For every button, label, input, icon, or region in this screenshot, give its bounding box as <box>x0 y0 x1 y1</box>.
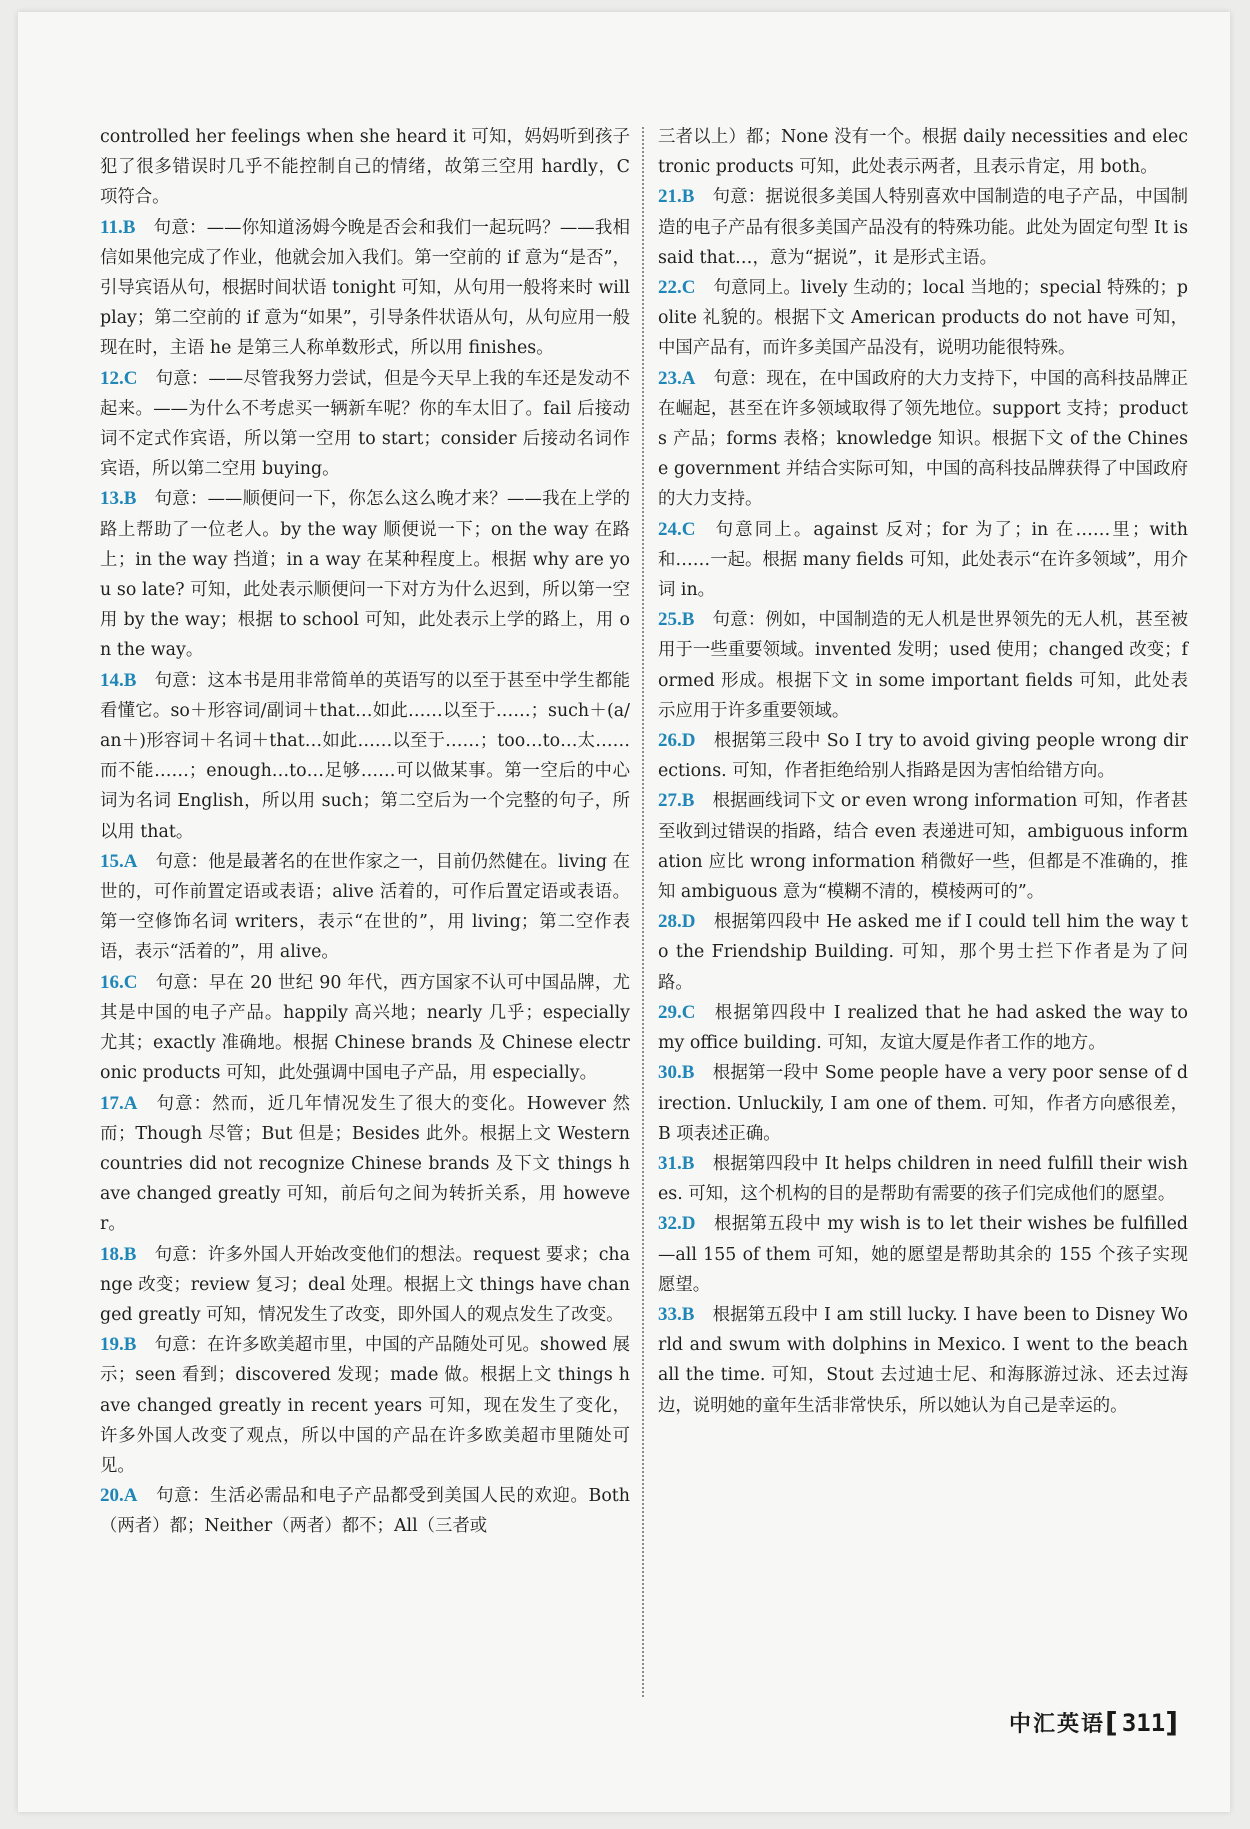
explanation-text: 句意：许多外国人开始改变他们的想法。request 要求；change 改变；review 复习；deal 处理。根据上文 things have changed greatly 可知，情况发生了改变，即外国人的观点发生了改变。 <box>100 1244 630 1325</box>
question-number: 18. <box>100 1243 124 1265</box>
explanation-text: 根据第三段中 So I try to avoid giving people wrong directions. 可知，作者拒绝给别人指路是因为害怕给错方向。 <box>658 731 1188 782</box>
question-number: 19. <box>100 1334 124 1356</box>
explanation-text: 根据第一段中 Some people have a very poor sense of direction. Unluckily, I am one of them. 可知，作者方向感很差，B 项表述正确。 <box>658 1063 1188 1144</box>
explanation-text: 句意：——你知道汤姆今晚是否会和我们一起玩吗？——我相信如果他完成了作业，他就会加入我们。第一空前的 if 意为“是否”，引导宾语从句，根据时间状语 tonight 可知，从句用一般将来时 will play；第二空前的 if 意为“如果”，引导条件状语从句，从句应用一般现在时，主语 he 是第三人称单数形式，所以用 finishes。 <box>100 217 630 359</box>
explanation-text: 根据第四段中 He asked me if I could tell him the way to the Friendship Building. 可知，那个男士拦下作者是为了问路。 <box>658 912 1188 993</box>
question-number: 33. <box>658 1303 682 1325</box>
question-number: 25. <box>658 609 682 631</box>
question-number: 32. <box>658 1213 682 1235</box>
answer-letter: B <box>681 186 695 208</box>
question-number: 24. <box>658 518 682 540</box>
answer-entry-11 <box>100 213 630 364</box>
question-number: 31. <box>658 1152 682 1174</box>
answer-letter: B <box>681 790 695 812</box>
answer-letter: B <box>681 1152 695 1174</box>
question-number: 16. <box>100 971 124 993</box>
left-intro: controlled her feelings when she heard it 可知，妈妈听到孩子犯了很多错误时几乎不能控制自己的情绪，故第三空用 hardly，C 项符合。 <box>100 127 630 208</box>
explanation-text: 句意同上。against 反对；for 为了；in 在……里；with 和……一起。根据 many fields 可知，此处表示“在许多领域”，用介词 in。 <box>658 519 1188 601</box>
answer-letter: C <box>681 518 696 540</box>
answer-letter: D <box>681 1213 696 1235</box>
page-footer <box>1009 1706 1178 1739</box>
answer-entry-13 <box>100 484 630 665</box>
answer-letter: A <box>681 367 696 389</box>
answer-letter: C <box>681 1001 696 1023</box>
explanation-text: 句意：他是最著名的在世作家之一，目前仍然健在。living 在世的，可作前置定语或表语；alive 活着的，可作后置定语或表语。第一空修饰名词 writers，表示“在世的”，用 living；第二空作表语，表示“活着的”，用 alive。 <box>100 851 630 963</box>
answer-entry-18 <box>100 1240 630 1331</box>
answer-entry-31 <box>658 1149 1188 1209</box>
answer-letter: B <box>123 1243 137 1265</box>
page-number-bracket-left: [ <box>1105 1706 1118 1739</box>
answer-entry-25 <box>658 605 1188 726</box>
question-number: 13. <box>100 488 124 510</box>
answer-entry-28 <box>658 907 1188 998</box>
right-intro: 三者以上）都；None 没有一个。根据 daily necessities and electronic products 可知，此处表示两者，且表示肯定，用 both。 <box>658 127 1188 178</box>
answer-entry-30 <box>658 1058 1188 1149</box>
explanation-text: 句意同上。lively 生动的；local 当地的；special 特殊的；polite 礼貌的。根据下文 American products do not have 可知，中国产品有，而许多美国产品没有，说明功能很特殊。 <box>658 278 1188 359</box>
answer-letter: D <box>681 911 696 933</box>
explanation-text: 句意：生活必需品和电子产品都受到美国人民的欢迎。Both（两者）都；Neither（两者）都不；All（三者或 <box>100 1486 630 1537</box>
explanation-text: 根据画线词下文 or even wrong information 可知，作者甚至收到过错误的指路，结合 even 表递进可知，ambiguous information 应比 wrong information 稍微好一些，但都是不准确的，推知 ambiguous 意为“模糊不清的，模棱两可的”。 <box>658 791 1188 903</box>
answer-entry-23 <box>658 364 1188 515</box>
page-number: 311 <box>1121 1708 1166 1737</box>
answer-entry-22 <box>658 273 1188 364</box>
explanation-text: 句意：然而，近几年情况发生了很大的变化。However 然而；Though 尽管；But 但是；Besides 此外。根据上文 Western countries did not recognize Chinese brands 及下文 things have changed greatly 可知，前后句之间为转折关系，用 however。 <box>100 1093 630 1235</box>
explanation-text: 根据第五段中 my wish is to let their wishes be fulfilled—all 155 of them 可知，她的愿望是帮助其余的 155 个孩子实现愿望。 <box>658 1214 1188 1295</box>
explanation-text: 句意：早在 20 世纪 90 年代，西方国家不认可中国品牌，尤其是中国的电子产品。happily 高兴地；nearly 几乎；especially 尤其；exactly 准确地。根据 Chinese brands 及 Chinese electronic products 可知，此处强调中国电子产品，用 especially。 <box>100 972 630 1084</box>
answer-letter: B <box>123 488 137 510</box>
page-number-bracket-right: ] <box>1165 1706 1178 1739</box>
answer-letter: B <box>681 1062 695 1084</box>
answer-letter: A <box>123 1485 138 1507</box>
answer-entry-16 <box>100 968 630 1089</box>
answer-entry-24 <box>658 515 1188 606</box>
question-number: 17. <box>100 1092 124 1114</box>
question-number: 11. <box>100 216 123 238</box>
answer-key-page <box>18 12 1230 1812</box>
answer-entry-15 <box>100 847 630 968</box>
question-number: 28. <box>658 911 682 933</box>
answer-letter: C <box>123 367 138 389</box>
answer-entry-27 <box>658 786 1188 907</box>
question-number: 15. <box>100 850 124 872</box>
explanation-text: 句意：——尽管我努力尝试，但是今天早上我的车还是发动不起来。——为什么不考虑买一辆新车呢？你的车太旧了。fail 后接动词不定式作宾语，所以第一空用 to start；consider 后接动名词作宾语，所以第二空用 buying。 <box>100 368 630 480</box>
answer-entry-33 <box>658 1300 1188 1421</box>
explanation-text: 句意：在许多欧美超市里，中国的产品随处可见。showed 展示；seen 看到；discovered 发现；made 做。根据上文 things have changed greatly in recent years 可知，现在发生了变化，许多外国人改变了观点，所以中国的产品在许多欧美超市里随处可见。 <box>100 1335 630 1476</box>
answer-entry-19 <box>100 1330 630 1481</box>
column-divider <box>642 127 644 1697</box>
answer-entry-26 <box>658 726 1188 786</box>
question-number: 30. <box>658 1062 682 1084</box>
question-number: 26. <box>658 730 682 752</box>
series-title: 中汇英语 <box>1009 1712 1106 1737</box>
question-number: 29. <box>658 1001 682 1023</box>
answer-letter: D <box>681 730 696 752</box>
answer-letter: B <box>122 216 136 238</box>
answer-letter: A <box>123 1092 138 1114</box>
question-number: 12. <box>100 367 124 389</box>
answer-entry-32 <box>658 1209 1188 1300</box>
question-number: 14. <box>100 669 124 691</box>
question-number: 23. <box>658 367 682 389</box>
answer-letter: C <box>123 971 138 993</box>
answer-letter: B <box>123 669 137 691</box>
explanation-text: 根据第四段中 I realized that he had asked the way to my office building. 可知，友谊大厦是作者工作的地方。 <box>658 1002 1188 1054</box>
answer-entry-20 <box>100 1481 630 1541</box>
answer-entry-12 <box>100 364 630 485</box>
left-column <box>100 122 630 1542</box>
answer-letter: C <box>681 277 696 299</box>
explanation-text: 根据第五段中 I am still lucky. I have been to Disney World and swum with dolphins in Mexico. I went to the beach all the time. 可知，Stout 去过迪士尼、和海豚游过泳、还去过海边，说明她的童年生活非常快乐，所以她认为自己是幸运的。 <box>658 1304 1188 1416</box>
answer-entry-14 <box>100 666 630 847</box>
question-number: 21. <box>658 186 682 208</box>
explanation-text: 句意：——顺便问一下，你怎么这么晚才来？——我在上学的路上帮助了一位老人。by the way 顺便说一下；on the way 在路上；in the way 挡道；in a way 在某种程度上。根据 why are you so late? 可知，此处表示顺便问一下对方为什么迟到，所以第一空用 by the way；根据 to school 可知，此处表示上学的路上，用 on the way。 <box>100 489 630 661</box>
answer-entry-21 <box>658 182 1188 273</box>
explanation-text: 句意：现在，在中国政府的大力支持下，中国的高科技品牌正在崛起，甚至在许多领域取得了领先地位。support 支持；products 产品；forms 表格；knowledge 知识。根据下文 of the Chinese government 并结合实际可知，中国的高科技品牌获得了中国政府的大力支持。 <box>658 368 1188 510</box>
answer-entry-17 <box>100 1089 630 1240</box>
explanation-text: 句意：例如，中国制造的无人机是世界领先的无人机，甚至被用于一些重要领域。invented 发明；used 使用；changed 改变；formed 形成。根据下文 in some important fields 可知，此处表示应用于许多重要领域。 <box>658 610 1188 721</box>
answer-letter: B <box>681 1303 695 1325</box>
answer-letter: A <box>123 850 138 872</box>
answer-letter: B <box>123 1334 137 1356</box>
right-column <box>658 122 1188 1421</box>
answer-letter: B <box>681 609 695 631</box>
explanation-text: 根据第四段中 It helps children in need fulfill their wishes. 可知，这个机构的目的是帮助有需要的孩子们完成他们的愿望。 <box>658 1153 1188 1205</box>
question-number: 27. <box>658 790 682 812</box>
answer-entry-29 <box>658 998 1188 1058</box>
question-number: 22. <box>658 277 682 299</box>
question-number: 20. <box>100 1485 124 1507</box>
explanation-text: 句意：据说很多美国人特别喜欢中国制造的电子产品，中国制造的电子产品有很多美国产品没有的特殊功能。此处为固定句型 It is said that…，意为“据说”，it 是形式主语。 <box>658 187 1188 268</box>
explanation-text: 句意：这本书是用非常简单的英语写的以至于甚至中学生都能看懂它。so＋形容词/副词＋that…如此……以至于……；such＋(a/an＋)形容词＋名词＋that…如此……以至于……；too…to…太……而不能……；enough…to…足够……可以做某事。第一空后的中心词为名词 English，所以用 such；第二空后为一个完整的句子，所以用 that。 <box>100 670 630 842</box>
